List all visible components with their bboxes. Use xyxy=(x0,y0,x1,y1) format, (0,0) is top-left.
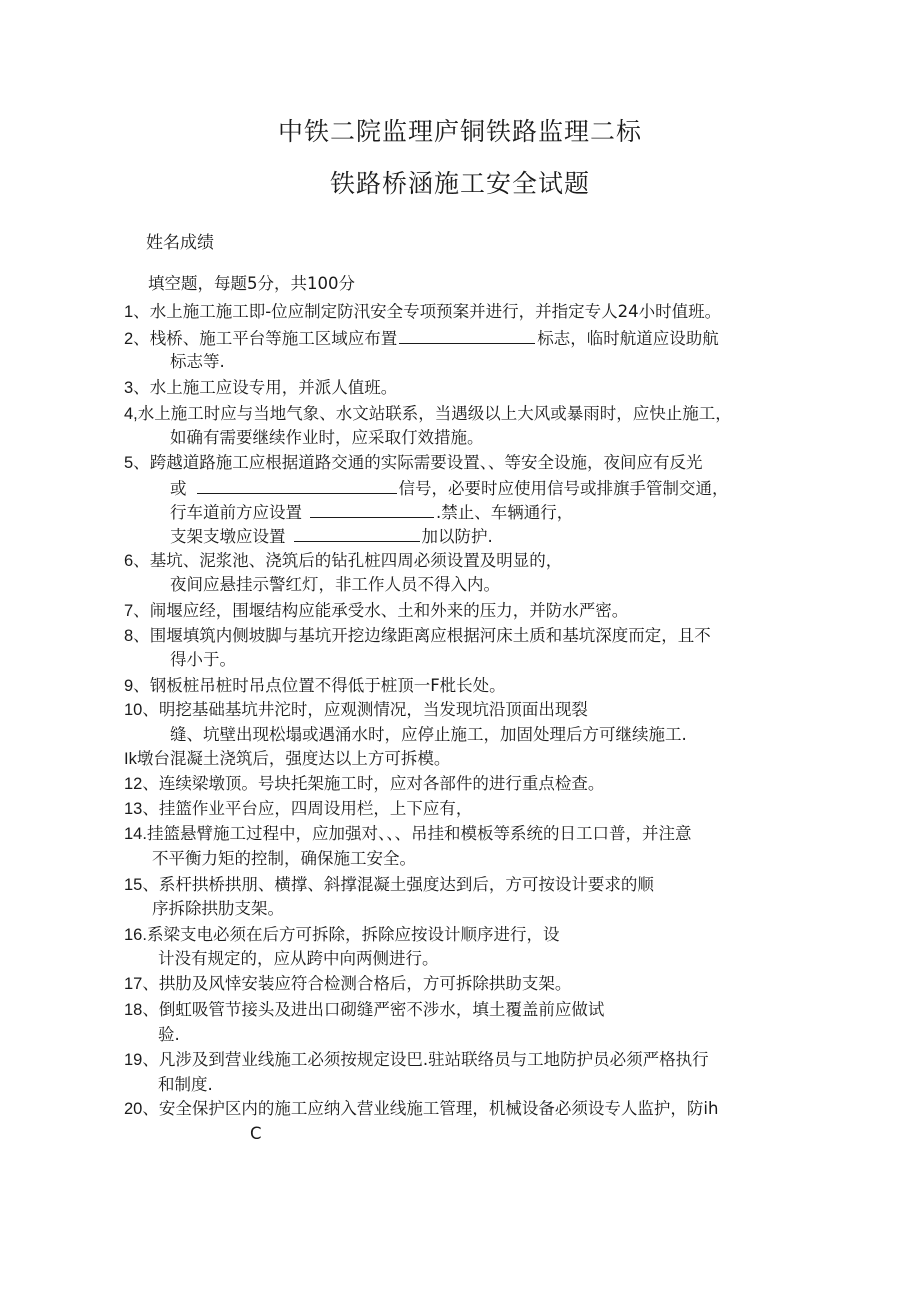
question-14 xyxy=(124,823,691,845)
question-10-cont xyxy=(170,724,687,746)
question-5-cont xyxy=(170,525,493,548)
question-number: 5、 xyxy=(124,454,150,472)
question-text: 倒虹吸管节接头及进出口砌缝严密不涉水，填土覆盖前应做试 xyxy=(158,1000,605,1019)
question-number: 20、 xyxy=(124,1100,159,1118)
name-score-line: 姓名成绩 xyxy=(146,233,214,253)
question-14-cont xyxy=(152,848,416,870)
question-16-cont xyxy=(158,948,439,970)
question-text: 水上施工应设专用，并派人值班。 xyxy=(149,378,398,397)
question-18 xyxy=(124,999,604,1021)
question-text: 计没有规定的，应从跨中向两侧进行。 xyxy=(158,949,439,968)
question-number: 16. xyxy=(124,926,147,944)
answer-blank[interactable] xyxy=(294,525,420,542)
question-10 xyxy=(124,699,588,721)
question-text: 缝、坑壁出现松塌或遇涌水时，应停止施工，加固处理后方可继续施工. xyxy=(170,725,687,744)
answer-blank[interactable] xyxy=(310,501,434,518)
question-text: 或 xyxy=(170,479,187,498)
document-subtitle: 铁路桥涵施工安全试题 xyxy=(329,169,590,198)
question-number: 13、 xyxy=(124,800,159,818)
question-text: 标志，临时航道应设助航 xyxy=(537,329,719,348)
question-text: 水上施工施工即-位应制定防汛安全专项预案并进行，并指定专人24小时值班。 xyxy=(149,302,722,321)
question-20-cont xyxy=(250,1123,262,1145)
question-text: 如确有需要继续作业时，应采取仃效措施。 xyxy=(170,428,484,447)
question-text: C xyxy=(250,1124,262,1143)
question-19 xyxy=(124,1049,709,1071)
question-number: 6、 xyxy=(124,552,150,570)
question-number: 8、 xyxy=(124,627,150,645)
question-text: 标志等. xyxy=(170,352,225,371)
question-text: 不平衡力矩的控制，确保施工安全。 xyxy=(152,849,416,868)
question-text: .禁止、车辆通行， xyxy=(436,503,574,522)
question-text: 支架支墩应设置 xyxy=(170,527,286,546)
question-text: 夜间应悬挂示警红灯，非工作人员不得入内。 xyxy=(170,575,500,594)
question-text: 栈桥、施工平台等施工区域应布置 xyxy=(149,329,398,348)
question-text: 系梁支电必须在后方可拆除，拆除应按设计顺序进行，设 xyxy=(146,925,560,944)
question-text: 加以防护. xyxy=(421,527,493,546)
question-2-cont xyxy=(170,351,225,373)
question-text: 行车道前方应设置 xyxy=(170,503,302,522)
question-number: 3、 xyxy=(124,379,150,397)
question-number: 18、 xyxy=(124,1001,159,1019)
question-text: 水上施工时应与当地气象、水文站联系，当遇级以上大风或暴雨时，应快止施工， xyxy=(137,404,732,423)
question-text: 连续梁墩顶。号块托架施工时，应对各部件的进行重点检查。 xyxy=(158,774,605,793)
question-18-cont xyxy=(158,1024,180,1046)
question-8 xyxy=(124,625,711,647)
question-text: 验. xyxy=(158,1025,180,1044)
question-text: 得小于。 xyxy=(170,650,236,669)
question-12 xyxy=(124,773,604,795)
question-13 xyxy=(124,798,472,820)
question-16 xyxy=(124,924,559,946)
question-number: 12、 xyxy=(124,775,159,793)
question-text: 信号，必要时应使用信号或排旗手管制交通， xyxy=(398,479,729,498)
question-number: 7、 xyxy=(124,602,150,620)
question-number: 10、 xyxy=(124,701,159,719)
question-5-cont xyxy=(170,477,729,500)
question-3 xyxy=(124,377,397,399)
question-4 xyxy=(124,403,732,425)
question-7 xyxy=(124,600,628,622)
question-1 xyxy=(124,301,721,323)
question-8-cont xyxy=(170,649,236,671)
question-15 xyxy=(124,874,654,896)
document-title: 中铁二院监理庐铜铁路监理二标 xyxy=(277,117,642,146)
question-number: 9、 xyxy=(124,677,150,695)
question-text: 明挖基础基坑井沱时，应观测情况，当发现坑沿顶面出现裂 xyxy=(158,700,588,719)
question-15-cont xyxy=(152,898,284,920)
question-2 xyxy=(124,327,719,350)
question-text: 安全保护区内的施工应纳入营业线施工管理，机械设备必须设专人监护，防ih xyxy=(158,1099,719,1118)
question-6-cont xyxy=(170,574,500,596)
question-number: 1、 xyxy=(124,303,150,321)
answer-blank[interactable] xyxy=(197,477,397,494)
question-text: 凡涉及到营业线施工必须按规定设巴.驻站联络员与工地防护员必须严格执行 xyxy=(158,1050,709,1069)
question-text: 和制度. xyxy=(158,1075,213,1094)
section-heading: 填空题，每题5分，共100分 xyxy=(148,274,355,293)
question-9 xyxy=(124,675,506,697)
question-5 xyxy=(124,452,702,474)
question-number: 15、 xyxy=(124,876,159,894)
answer-blank[interactable] xyxy=(399,327,535,344)
question-19-cont xyxy=(158,1074,213,1096)
question-number: 2、 xyxy=(124,330,150,348)
question-text: 基坑、泥浆池、浇筑后的钻孔桩四周必须设置及明显的， xyxy=(149,551,563,570)
question-number: 4, xyxy=(124,405,138,423)
question-number: 17、 xyxy=(124,975,159,993)
question-5-cont xyxy=(170,501,573,524)
question-number: 19、 xyxy=(124,1051,159,1069)
question-text: 系杆拱桥拱朋、横撑、斜撑混凝土强度达到后，方可按设计要求的顺 xyxy=(158,875,654,894)
question-text: 序拆除拱肋支架。 xyxy=(152,899,284,918)
question-4-cont xyxy=(170,427,484,449)
question-text: 墩台混凝土浇筑后，强度达以上方可拆模。 xyxy=(136,749,451,768)
question-text: 挂篮作业平台应，四周设用栏，上下应有， xyxy=(158,799,473,818)
question-text: 拱肋及风悻安装应符合检测合格后，方可拆除拱助支架。 xyxy=(158,974,572,993)
question-17 xyxy=(124,973,571,995)
question-11 xyxy=(124,748,450,770)
question-number: 14. xyxy=(124,825,147,843)
question-6 xyxy=(124,550,562,572)
question-text: 围堰填筑内侧坡脚与基坑开挖边缘距离应根据河床土质和基坑深度而定，且不 xyxy=(149,626,711,645)
question-text: 闹堰应经，围堰结构应能承受水、土和外来的压力，并防水严密。 xyxy=(149,601,629,620)
question-text: 跨越道路施工应根据道路交通的实际需要设置、、等安全设施，夜间应有反光 xyxy=(149,453,703,472)
question-20 xyxy=(124,1098,718,1120)
question-number: Ik xyxy=(124,750,137,768)
question-text: 钢板桩吊桩时吊点位置不得低于桩顶一F枇长处。 xyxy=(149,676,506,695)
question-text: 挂篮悬臂施工过程中，应加强对、、、吊挂和模板等系统的日工口普，并注意 xyxy=(146,824,692,843)
